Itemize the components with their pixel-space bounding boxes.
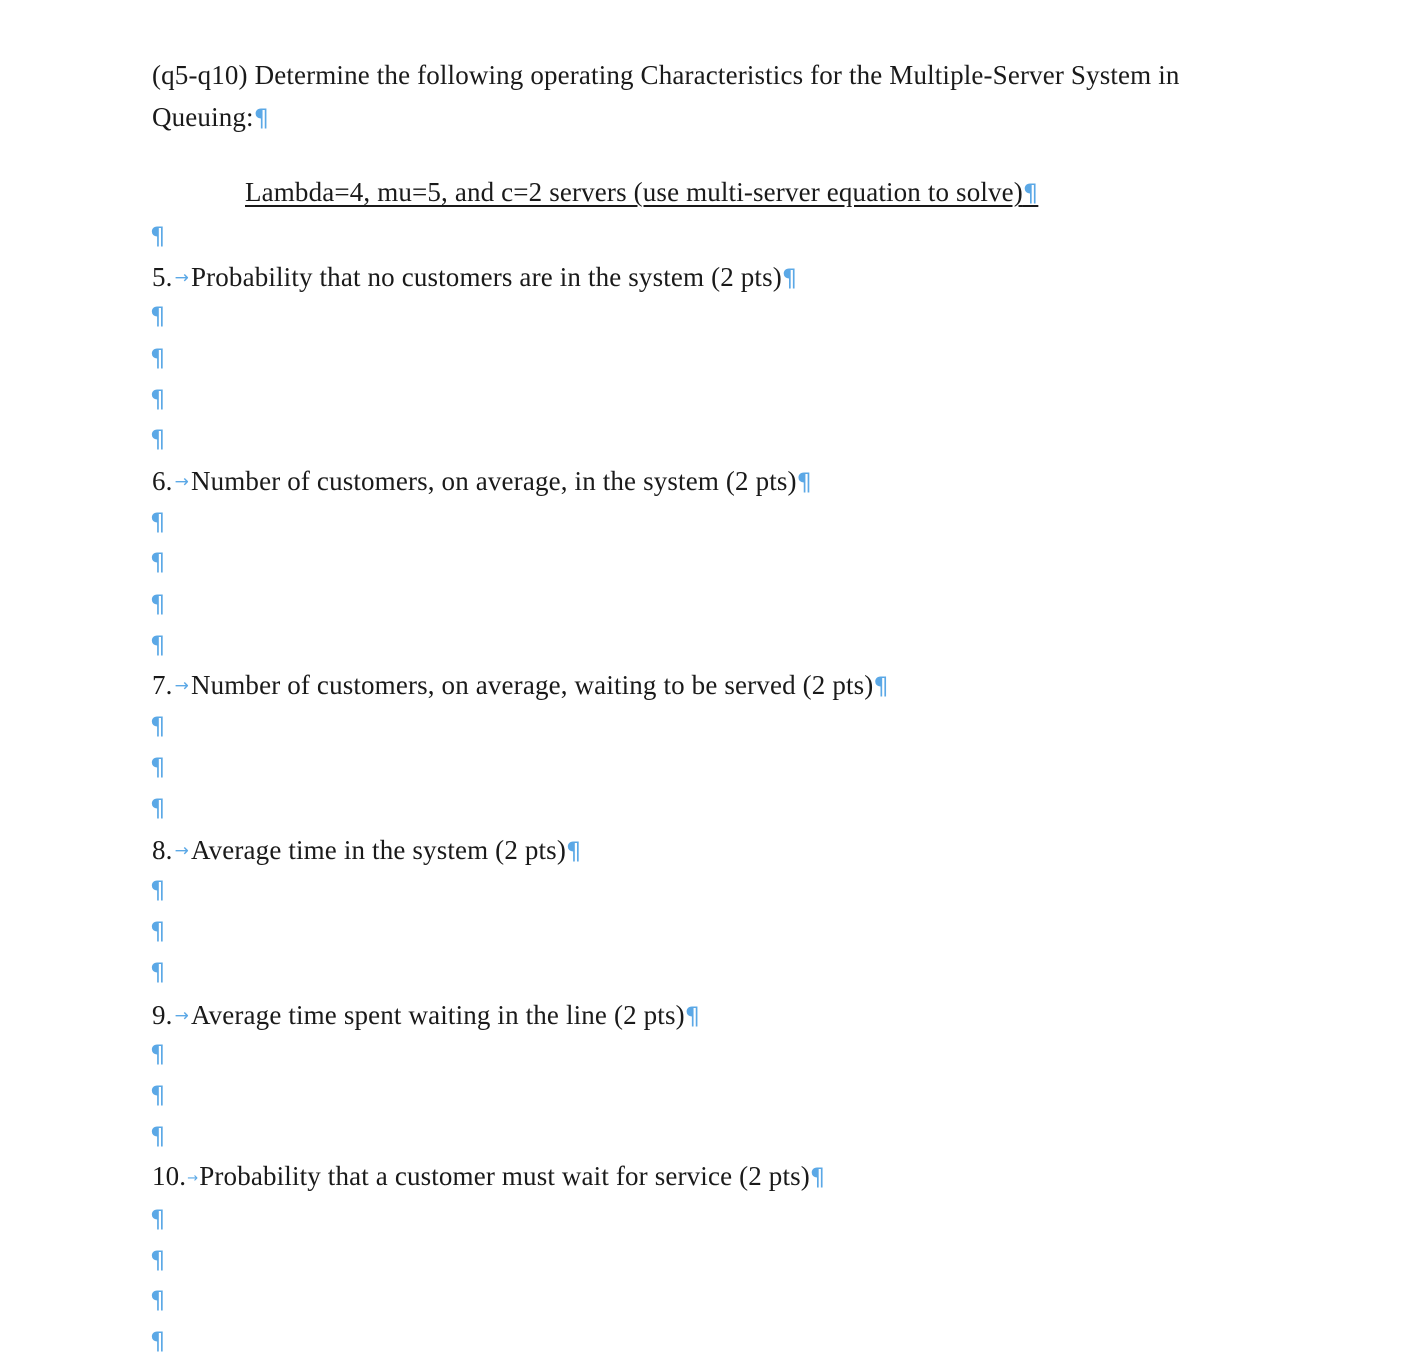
tab-arrow-icon: → xyxy=(174,472,189,492)
pilcrow-icon: ¶ xyxy=(809,1163,826,1191)
empty-paragraph: ¶ xyxy=(150,753,166,781)
intro-text-2: Queuing: xyxy=(152,102,254,132)
tab-arrow-icon: → xyxy=(174,1006,189,1026)
pilcrow-icon: ¶ xyxy=(1022,179,1039,207)
empty-paragraph: ¶ xyxy=(150,1081,166,1109)
empty-paragraph: ¶ xyxy=(150,1040,166,1068)
question-text: Average time spent waiting in the line (2 pts) xyxy=(190,1000,685,1030)
question-text: Probability that a customer must wait for service (2 pts) xyxy=(199,1161,810,1191)
pilcrow-icon: ¶ xyxy=(796,468,813,496)
given-parameters xyxy=(245,177,1038,208)
empty-paragraph: ¶ xyxy=(150,958,166,986)
intro-line-2 xyxy=(152,102,269,133)
empty-paragraph: ¶ xyxy=(150,917,166,945)
empty-paragraph: ¶ xyxy=(150,876,166,904)
question-number: 5. xyxy=(152,262,173,292)
question-text: Probability that no customers are in the system (2 pts) xyxy=(190,262,782,292)
pilcrow-icon: ¶ xyxy=(684,1002,701,1030)
empty-paragraph: ¶ xyxy=(150,1205,166,1233)
question-text: Average time in the system (2 pts) xyxy=(190,835,566,865)
question-text: Number of customers, on average, in the system (2 pts) xyxy=(190,466,797,496)
pilcrow-icon: ¶ xyxy=(873,672,889,700)
tab-arrow-icon: → xyxy=(174,841,189,861)
given-text: Lambda=4, mu=5, and c=2 servers (use multi-server equation to solve) xyxy=(245,177,1023,207)
empty-paragraph: ¶ xyxy=(150,1246,166,1274)
question-text: Number of customers, on average, waiting to be served (2 pts) xyxy=(190,670,874,700)
pilcrow-icon: ¶ xyxy=(253,104,270,132)
question-6 xyxy=(152,466,812,500)
empty-paragraph: ¶ xyxy=(150,222,166,250)
question-9 xyxy=(152,1000,700,1034)
pilcrow-icon: ¶ xyxy=(565,837,582,865)
empty-paragraph: ¶ xyxy=(150,344,166,372)
question-7 xyxy=(152,670,889,704)
empty-paragraph: ¶ xyxy=(150,794,166,822)
question-5 xyxy=(152,262,797,296)
empty-paragraph: ¶ xyxy=(150,302,166,330)
empty-paragraph: ¶ xyxy=(150,590,166,618)
empty-paragraph: ¶ xyxy=(150,631,166,659)
tab-arrow-icon: → xyxy=(174,268,189,288)
empty-paragraph: ¶ xyxy=(150,1286,166,1314)
question-number: 7. xyxy=(152,670,173,700)
empty-paragraph: ¶ xyxy=(150,425,166,453)
question-10 xyxy=(152,1161,825,1197)
question-number: 8. xyxy=(152,835,173,865)
question-number: 10. xyxy=(152,1161,187,1191)
question-number: 9. xyxy=(152,1000,173,1030)
empty-paragraph: ¶ xyxy=(150,1327,166,1355)
pilcrow-icon: ¶ xyxy=(781,264,798,292)
empty-paragraph: ¶ xyxy=(150,548,166,576)
intro-line-1 xyxy=(152,60,1180,90)
question-number: 6. xyxy=(152,466,173,496)
tab-arrow-icon: → xyxy=(187,1171,199,1186)
empty-paragraph: ¶ xyxy=(150,508,166,536)
empty-paragraph: ¶ xyxy=(150,712,166,740)
intro-text-1: (q5-q10) Determine the following operating Characteristics for the Multiple-Server System in xyxy=(152,60,1180,90)
empty-paragraph: ¶ xyxy=(150,385,166,413)
question-8 xyxy=(152,835,581,869)
empty-paragraph: ¶ xyxy=(150,1122,166,1150)
tab-arrow-icon: → xyxy=(174,676,189,696)
